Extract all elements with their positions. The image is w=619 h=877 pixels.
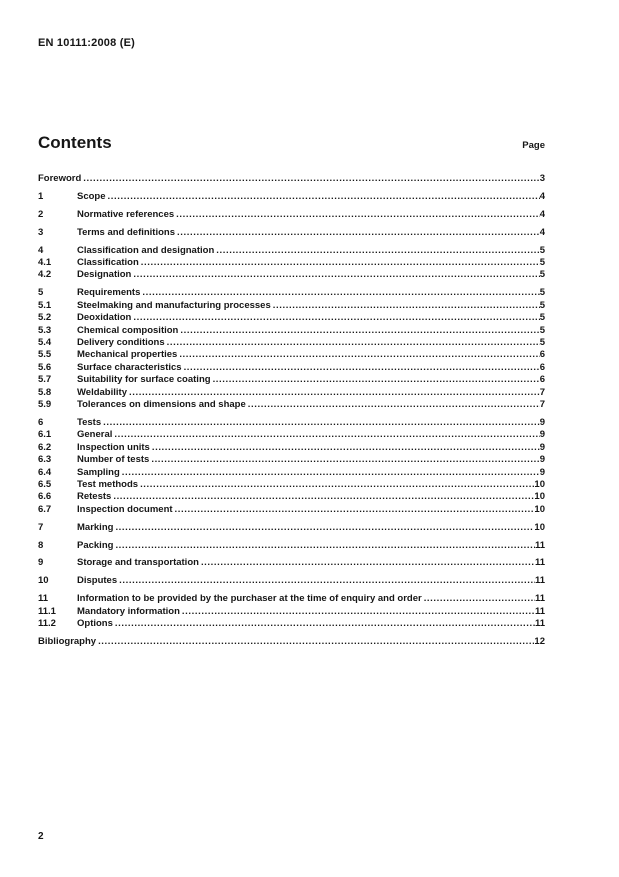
toc-entry-page: 5 [539,299,545,311]
toc-entry-number: 4 [38,244,44,256]
leader-dots [115,618,535,630]
toc-entry [38,227,545,239]
toc-entry-page: 9 [539,416,545,428]
toc-entry-page: 7 [539,399,545,410]
leader-dots [103,417,540,429]
toc-entry-page: 7 [539,386,545,398]
toc-entry-number: 5.7 [38,374,52,386]
toc-entry [38,504,545,516]
toc-entry-page: 9 [539,454,545,466]
toc-entry-title: Foreword [38,173,82,184]
toc-entry-number: 5.8 [38,386,52,398]
toc-entry-page: 4 [539,226,545,238]
toc-entry-number: 6.5 [38,478,52,490]
leader-dots [176,209,540,221]
toc-entry-number: 5.1 [38,299,52,311]
toc-entry [38,593,545,605]
contents-heading: Contents [38,133,112,152]
toc-entry-title: Marking [77,521,114,533]
toc-entry-title: Delivery conditions [77,336,165,348]
toc-entry-title: Suitability for surface coating [77,374,211,386]
toc-entry [38,636,545,648]
toc-entry-title: Surface characteristics [77,361,182,373]
toc-entry [38,269,545,281]
leader-dots [151,454,539,466]
leader-dots [133,269,539,281]
toc-entry [38,606,545,618]
toc-entry-page: 11 [534,557,545,569]
toc-entry [38,387,545,399]
toc-entry [38,300,545,312]
toc-entry-page: 5 [539,257,545,269]
toc-entry [38,312,545,324]
toc-entry-page: 3 [539,173,545,184]
toc-entry-title: Test methods [77,478,139,490]
toc-group [38,575,545,587]
toc-entry [38,191,545,203]
toc-entry-title: Deoxidation [77,312,132,324]
toc-entry-title: Options [77,618,113,630]
toc-entry-title: Mandatory information [77,605,180,617]
toc-group [38,287,545,411]
leader-dots [273,300,540,312]
toc-entry [38,491,545,503]
toc-entry-page: 10 [534,478,545,490]
toc-entry [38,467,545,479]
toc-entry-page: 10 [534,491,545,503]
toc-entry [38,209,545,221]
toc-entry [38,287,545,299]
toc-entry-number: 4.1 [38,257,52,269]
toc-entry-page: 11 [534,618,545,630]
toc-entry [38,417,545,429]
toc-entry-page: 11 [534,605,545,617]
toc-entry-title: Packing [77,539,114,551]
toc-entry-number: 3 [38,226,44,238]
toc-entry-title: Classification [77,257,139,269]
toc-entry-title: Requirements [77,287,141,299]
toc-group [38,245,545,282]
contents-header-row [38,133,545,153]
document-reference: EN 10111:2008 (E) [38,37,135,49]
leader-dots [141,257,540,269]
toc-entry [38,479,545,491]
toc-entry-number: 6.3 [38,454,52,466]
toc-entry-page: 5 [539,287,545,299]
toc-entry-page: 11 [534,575,545,587]
toc-entry-title: Number of tests [77,454,150,466]
toc-group [38,636,545,648]
leader-dots [184,362,540,374]
page-column-label: Page [522,140,545,151]
toc-entry-number: 7 [38,521,44,533]
toc-entry-title: Bibliography [38,636,97,647]
toc-list [38,173,545,648]
toc-entry-title: Disputes [77,575,118,587]
toc-entry [38,399,545,411]
toc-entry-title: Tolerances on dimensions and shape [77,399,246,410]
toc-entry-title: Storage and transportation [77,557,199,569]
leader-dots [83,173,539,185]
toc-entry-page: 6 [539,374,545,386]
toc-entry-number: 5.9 [38,399,52,410]
leader-dots [180,325,539,337]
toc-entry-number: 6.6 [38,491,52,503]
toc-entry [38,325,545,337]
toc-entry-title: Retests [77,491,112,503]
leader-dots [216,245,539,257]
toc-entry [38,374,545,386]
footer-page-number: 2 [38,831,44,842]
toc-group [38,227,545,239]
leader-dots [175,504,535,516]
leader-dots [114,429,539,441]
toc-entry-number: 5.4 [38,336,52,348]
toc-entry-page: 5 [539,312,545,324]
toc-entry-page: 5 [539,324,545,336]
toc-entry-number: 11 [38,593,49,605]
toc-entry-number: 4.2 [38,269,52,281]
leader-dots [140,479,534,491]
toc-entry-page: 6 [539,361,545,373]
toc-entry-page: 5 [539,244,545,256]
toc-entry-title: Weldability [77,386,127,398]
leader-dots [213,374,540,386]
toc-group [38,209,545,221]
toc-entry [38,575,545,587]
toc-entry-number: 1 [38,190,44,202]
toc-entry-title: Mechanical properties [77,349,178,361]
toc-entry-title: Classification and designation [77,244,215,256]
toc-entry-page: 4 [539,208,545,220]
toc-entry-title: Chemical composition [77,324,179,336]
toc-entry [38,362,545,374]
leader-dots [201,557,535,569]
toc-entry [38,454,545,466]
toc-entry [38,429,545,441]
toc-entry [38,557,545,569]
toc-entry-number: 6.1 [38,429,52,441]
toc-entry-number: 5.2 [38,312,52,324]
leader-dots [129,387,540,399]
toc-entry-number: 6.7 [38,503,52,515]
toc-entry-title: Inspection document [77,503,173,515]
leader-dots [115,540,535,552]
toc-entry-number: 6.2 [38,441,52,453]
toc-group [38,557,545,569]
toc-entry-page: 12 [534,636,545,647]
toc-entry-page: 5 [539,336,545,348]
leader-dots [182,606,535,618]
toc-entry-title: Tests [77,416,102,428]
toc-entry [38,442,545,454]
toc-entry-number: 5.6 [38,361,52,373]
toc-entry-title: Sampling [77,466,120,478]
toc-entry-title: Information to be provided by the purchaser at the time of enquiry and order [77,593,422,605]
toc-group [38,593,545,630]
leader-dots [113,491,534,503]
toc-group [38,191,545,203]
toc-group [38,522,545,534]
toc-entry-page: 10 [534,521,545,533]
toc-entry [38,337,545,349]
toc-entry-number: 10 [38,575,49,587]
leader-dots [179,349,539,361]
toc-entry-page: 11 [534,539,545,551]
toc-entry-number: 8 [38,539,44,551]
toc-group [38,540,545,552]
toc-entry-page: 9 [539,441,545,453]
leader-dots [152,442,540,454]
toc-entry-title: Designation [77,269,132,281]
toc-entry-page: 6 [539,349,545,361]
leader-dots [115,522,534,534]
toc-entry-number: 5.5 [38,349,52,361]
toc-entry-title: Inspection units [77,441,150,453]
toc-entry [38,349,545,361]
leader-dots [119,575,535,587]
toc-entry [38,618,545,630]
leader-dots [98,636,534,648]
leader-dots [424,593,535,605]
toc-entry-page: 9 [539,429,545,441]
toc-entry-number: 2 [38,208,44,220]
toc-entry-number: 5.3 [38,324,52,336]
toc-entry [38,522,545,534]
leader-dots [122,467,540,479]
toc-entry-number: 11.1 [38,605,56,617]
toc-entry-page: 10 [534,503,545,515]
toc-entry-page: 11 [534,593,545,605]
toc-entry-number: 11.2 [38,618,56,630]
toc-group [38,417,545,516]
toc-entry-number: 5 [38,287,44,299]
leader-dots [133,312,539,324]
toc-entry [38,257,545,269]
toc-entry-number: 6.4 [38,466,52,478]
toc-group [38,173,545,185]
toc-entry-page: 9 [539,466,545,478]
toc-entry-title: General [77,429,113,441]
leader-dots [177,227,540,239]
toc-entry-page: 5 [539,269,545,281]
toc-entry-title: Steelmaking and manufacturing processes [77,299,271,311]
toc-entry-number: 6 [38,416,44,428]
toc-entry-title: Scope [77,190,106,202]
toc-entry [38,540,545,552]
leader-dots [142,287,539,299]
toc-entry [38,245,545,257]
toc-entry [38,173,545,185]
toc-entry-number: 9 [38,557,44,569]
toc-entry-page: 4 [539,190,545,202]
leader-dots [108,191,540,203]
leader-dots [248,399,540,411]
toc-entry-title: Terms and definitions [77,226,176,238]
leader-dots [167,337,540,349]
toc-entry-title: Normative references [77,208,175,220]
